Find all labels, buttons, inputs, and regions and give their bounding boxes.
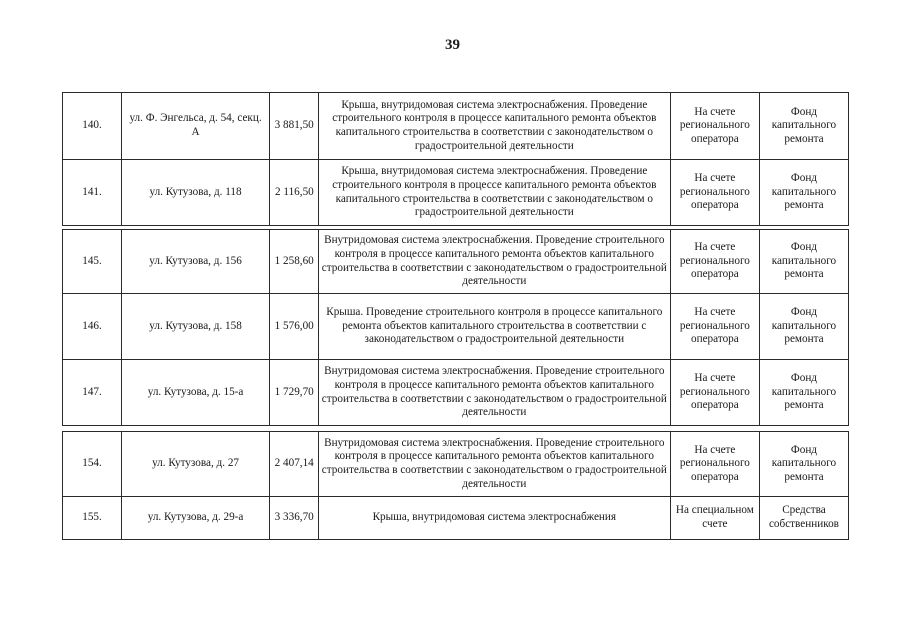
repair-table-fragment-2 xyxy=(62,229,849,426)
works-cell: Крыша, внутридомовая система электроснабжения. Проведение строительного контроля в процессе капитального ремонта объектов капитального строительства в соответствии с законодательством о градостроительной деятельности xyxy=(318,93,670,160)
account-cell: На счете регионального оператора xyxy=(670,230,759,294)
area-cell: 3 881,50 xyxy=(270,93,319,160)
row-number: 155. xyxy=(63,497,122,540)
table-row xyxy=(63,432,849,497)
fund-cell: Фонд капитального ремонта xyxy=(759,93,848,160)
row-number: 140. xyxy=(63,93,122,160)
repair-table-fragment-3 xyxy=(62,431,849,540)
repair-table-fragment-1 xyxy=(62,92,849,226)
works-cell: Крыша, внутридомовая система электроснабжения xyxy=(318,497,670,540)
account-cell: На счете регионального оператора xyxy=(670,93,759,160)
address-cell: ул. Кутузова, д. 158 xyxy=(122,294,270,360)
table-row xyxy=(63,294,849,360)
address-cell: ул. Кутузова, д. 156 xyxy=(122,230,270,294)
fund-cell: Фонд капитального ремонта xyxy=(759,160,848,226)
works-cell: Крыша. Проведение строительного контроля в процессе капитального ремонта объектов капитального строительства в соответствии с законодательством о градостроительной деятельности xyxy=(318,294,670,360)
fund-cell: Фонд капитального ремонта xyxy=(759,230,848,294)
account-cell: На счете регионального оператора xyxy=(670,360,759,426)
account-cell: На счете регионального оператора xyxy=(670,160,759,226)
table-row xyxy=(63,497,849,540)
fund-cell: Фонд капитального ремонта xyxy=(759,432,848,497)
area-cell: 2 116,50 xyxy=(270,160,319,226)
account-cell: На специальном счете xyxy=(670,497,759,540)
page-number: 39 xyxy=(445,37,460,53)
fund-cell: Средства собственников xyxy=(759,497,848,540)
area-cell: 1 576,00 xyxy=(270,294,319,360)
works-cell: Крыша, внутридомовая система электроснабжения. Проведение строительного контроля в процессе капитального ремонта объектов капитального строительства в соответствии с законодательством о градостроительной деятельности xyxy=(318,160,670,226)
area-cell: 1 258,60 xyxy=(270,230,319,294)
works-cell: Внутридомовая система электроснабжения. Проведение строительного контроля в процессе капитального ремонта объектов капитального строительства в соответствии с законодательством о градостроительной деятельности xyxy=(318,360,670,426)
address-cell: ул. Ф. Энгельса, д. 54, секц. А xyxy=(122,93,270,160)
address-cell: ул. Кутузова, д. 118 xyxy=(122,160,270,226)
area-cell: 3 336,70 xyxy=(270,497,319,540)
table-row xyxy=(63,360,849,426)
row-number: 141. xyxy=(63,160,122,226)
row-number: 154. xyxy=(63,432,122,497)
area-cell: 1 729,70 xyxy=(270,360,319,426)
table-row xyxy=(63,160,849,226)
table-row xyxy=(63,230,849,294)
address-cell: ул. Кутузова, д. 15-а xyxy=(122,360,270,426)
fund-cell: Фонд капитального ремонта xyxy=(759,294,848,360)
address-cell: ул. Кутузова, д. 29-а xyxy=(122,497,270,540)
row-number: 147. xyxy=(63,360,122,426)
row-number: 146. xyxy=(63,294,122,360)
table-row xyxy=(63,93,849,160)
area-cell: 2 407,14 xyxy=(270,432,319,497)
account-cell: На счете регионального оператора xyxy=(670,432,759,497)
fund-cell: Фонд капитального ремонта xyxy=(759,360,848,426)
row-number: 145. xyxy=(63,230,122,294)
address-cell: ул. Кутузова, д. 27 xyxy=(122,432,270,497)
account-cell: На счете регионального оператора xyxy=(670,294,759,360)
works-cell: Внутридомовая система электроснабжения. Проведение строительного контроля в процессе капитального ремонта объектов капитального строительства в соответствии с законодательством о градостроительной деятельности xyxy=(318,230,670,294)
works-cell: Внутридомовая система электроснабжения. Проведение строительного контроля в процессе капитального ремонта объектов капитального строительства в соответствии с законодательством о градостроительной деятельности xyxy=(318,432,670,497)
